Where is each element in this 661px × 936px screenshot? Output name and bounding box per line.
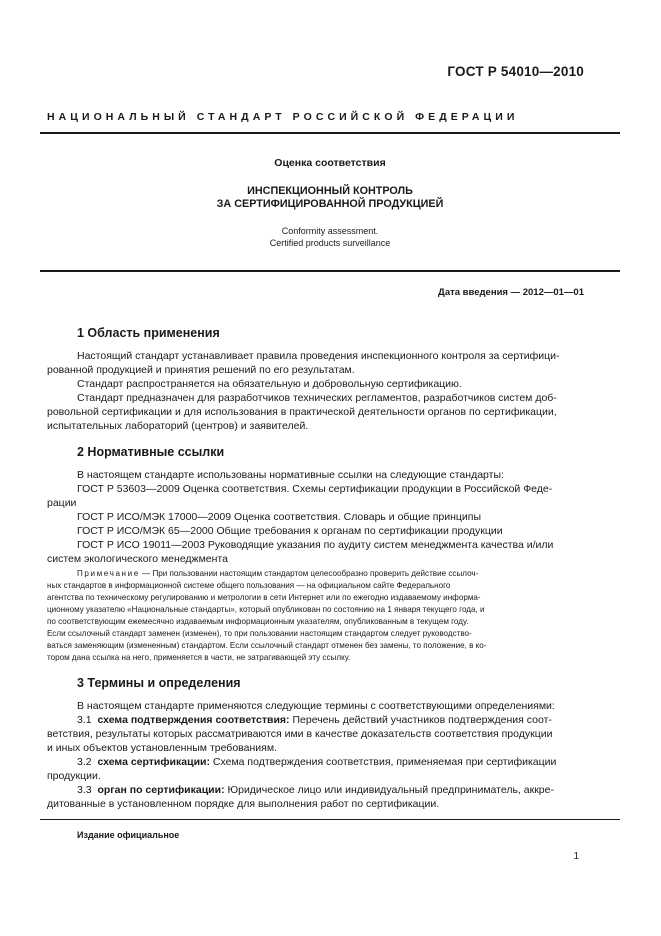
section-1-line: ровольной сертификации и для использования в практической деятельности органов по сертификации, [47,406,557,418]
section-2-line: ГОСТ Р 53603—2009 Оценка соответствия. Схемы сертификации продукции в Российской Феде- [77,483,553,495]
document-number: ГОСТ Р 54010—2010 [447,64,584,79]
term-definition: Юридическое лицо или индивидуальный предприниматель, аккре- [224,784,554,796]
term-number: 3.3 [77,784,92,796]
section-2-heading: 2 Нормативные ссылки [77,445,225,459]
term-3-3 [77,783,584,798]
note-first-line [77,568,584,580]
note-line: ционному указателю «Национальные стандарты», который опубликован по состоянию на 1 января текущего года, и [47,605,485,614]
introduction-date: Дата введения — 2012—01—01 [438,287,584,298]
national-standard-heading: НАЦИОНАЛЬНЫЙ СТАНДАРТ РОССИЙСКОЙ ФЕДЕРАЦИИ [47,111,519,123]
section-2-line: систем экологического менеджмента [47,553,228,565]
section-1-heading: 1 Область применения [77,326,220,340]
note-line: агентства по техническому регулированию и метрологии в сети Интернет или по ежегодно издаваемому информа- [47,593,481,602]
section-1-line: Стандарт предназначен для разработчиков технических регламентов, разработчиков систем доб- [77,392,557,404]
document-subtitle: Оценка соответствия [274,157,386,169]
page-number: 1 [573,851,579,862]
section-2-line: ГОСТ Р ИСО/МЭК 65—2000 Общие требования к органам по сертификации продукции [77,525,503,537]
note-line: по соответствующим ежемесячно издаваемым информационным указателям, опубликованным в текущем году. [47,617,469,626]
section-2-line: рации [47,497,77,509]
note-label: Примечание [77,569,140,578]
section-2-line: В настоящем стандарте использованы нормативные ссылки на следующие стандарты: [77,469,504,481]
note-text: — При пользовании настоящим стандартом целесообразно проверить действие ссылоч- [139,569,479,578]
section-3-heading: 3 Термины и определения [77,676,241,690]
term-3-1 [77,713,584,728]
title-rule [40,270,620,272]
english-title-line-2: Certified products surveillance [269,238,391,248]
section-2-line: ГОСТ Р ИСО 19011—2003 Руководящие указания по аудиту систем менеджмента качества и/или [77,539,554,551]
term-definition: Схема подтверждения соответствия, применяемая при сертификации [209,756,557,768]
term-number: 3.1 [77,714,92,726]
term-3-2 [77,755,584,770]
term-name: схема подтверждения соответствия: [97,714,290,726]
term-definition: Перечень действий участников подтверждения соот- [289,714,552,726]
section-3-intro: В настоящем стандарте применяются следующие термины с соответствующими определениями: [77,700,555,712]
section-1-line: Настоящий стандарт устанавливает правила проведения инспекционного контроля за сертифици- [77,350,560,362]
term-name: орган по сертификации: [97,784,225,796]
term-name: схема сертификации: [97,756,210,768]
english-title-line-1: Conformity assessment. [281,226,379,236]
document-title-line-1: ИНСПЕКЦИОННЫЙ КОНТРОЛЬ [247,185,413,197]
footer-rule [40,819,620,820]
section-1-line: Стандарт распространяется на обязательную и добровольную сертификацию. [77,378,462,390]
term-3-1-line: ветствия, результаты которых рассматриваются ими в качестве доказательств соответствия продукции [47,728,553,740]
document-title-line-2: ЗА СЕРТИФИЦИРОВАННОЙ ПРОДУКЦИЕЙ [216,198,444,210]
term-3-3-line: дитованные в установленном порядке для выполнения работ по сертификации. [47,798,440,810]
header-rule [40,132,620,134]
term-3-1-line: и иных объектов установленным требованиям. [47,742,277,754]
term-3-2-line: продукции. [47,770,101,782]
section-1-line: рованной продукцией и принятия решений по его результатам. [47,364,355,376]
note-line: тором дана ссылка на него, применяется в части, не затрагивающей эту ссылку. [47,653,351,662]
section-2-line: ГОСТ Р ИСО/МЭК 17000—2009 Оценка соответствия. Словарь и общие принципы [77,511,481,523]
section-1-line: испытательных лабораторий (центров) и заявителей. [47,420,309,432]
note-line: ных стандартов в информационной системе общего пользования — на официальном сайте Федерального [47,581,451,590]
note-line: Если ссылочный стандарт заменен (изменен), то при пользовании настоящим стандартом следует руководство- [47,629,472,638]
note-line: ваться заменяющим (измененным) стандартом. Если ссылочный стандарт отменен без замены, то положение, в ко- [47,641,487,650]
edition-label: Издание официальное [77,830,180,840]
term-number: 3.2 [77,756,92,768]
